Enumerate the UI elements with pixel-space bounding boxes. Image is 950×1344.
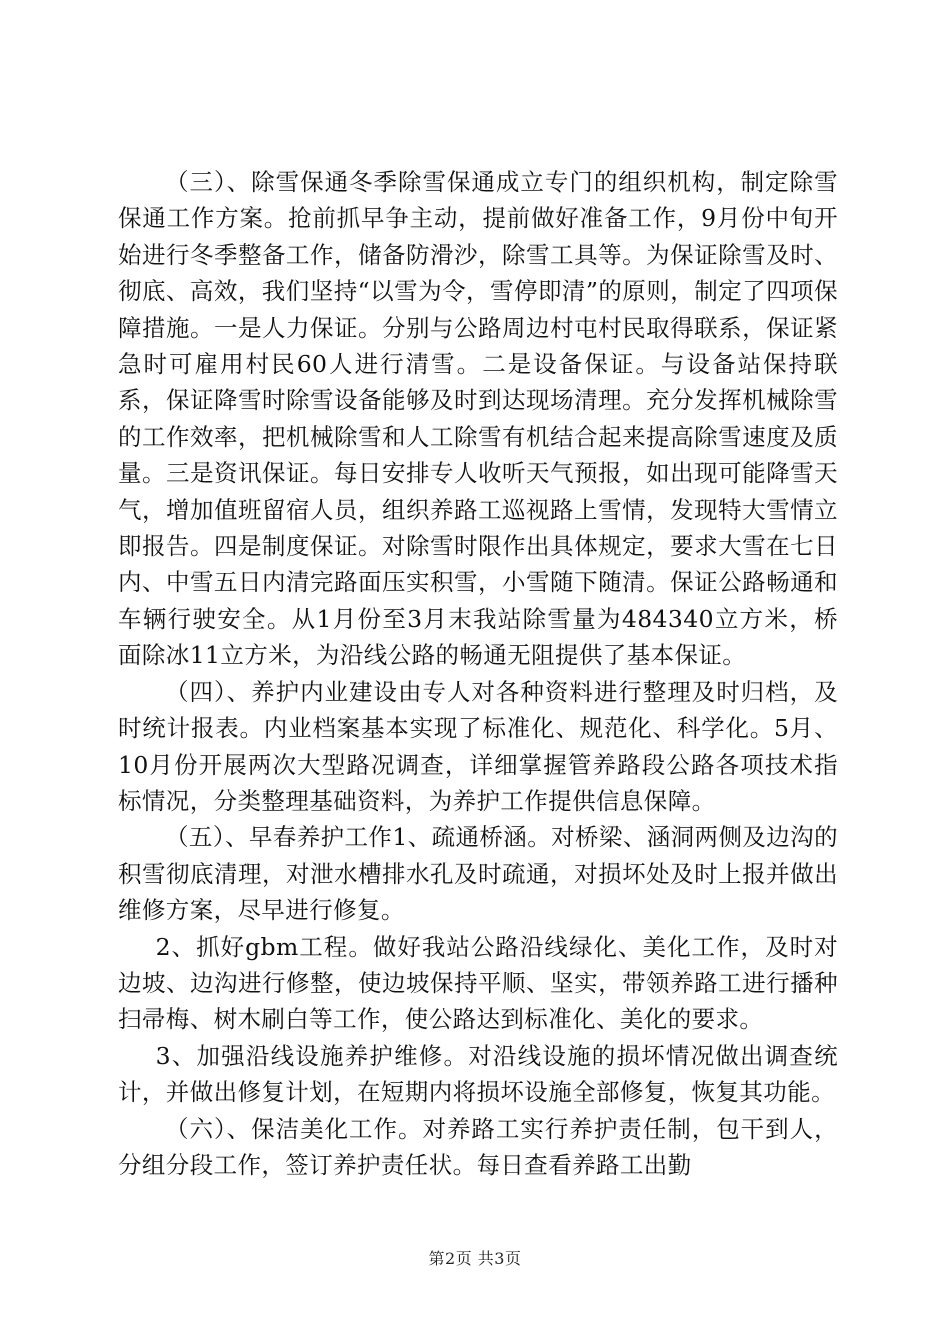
paragraph-spring-maintenance: （五）、早春养护工作1、疏通桥涵。对桥梁、涵洞两侧及边沟的积雪彻底清理，对泄水槽排水孔及时疏通，对损坏处及时上报并做出维修方案，尽早进行修复。 [118,823,838,925]
document-body [118,164,838,1183]
paragraph-facility-repair: 3、加强沿线设施养护维修。对沿线设施的损坏情况做出调查统计，并做出修复计划，在短期内将损坏设施全部修复，恢复其功能。 [118,1041,838,1107]
paragraph-cleaning: （六）、保洁美化工作。对养路工实行养护责任制，包干到人，分组分段工作，签订养护责任状。每日查看养路工出勤 [118,1114,838,1179]
paragraph-internal-records: （四）、养护内业建设由专人对各种资料进行整理及时归档，及时统计报表。内业档案基本实现了标准化、规范化、科学化。5月、10月份开展两次大型路况调查，详细掌握管养路段公路各项技术指标情况，分类整理基础资料，为养护工作提供信息保障。 [118,677,838,815]
paragraph-gbm-project: 2、抓好gbm工程。做好我站公路沿线绿化、美化工作，及时对边坡、边沟进行修整，使边坡保持平顺、坚实，带领养路工进行播种扫帚梅、树木刷白等工作，使公路达到标准化、美化的要求。 [118,932,838,1034]
paragraph-snow-clearing: （三）、除雪保通冬季除雪保通成立专门的组织机构，制定除雪保通工作方案。抢前抓早争主动，提前做好准备工作，9月份中旬开始进行冬季整备工作，储备防滑沙，除雪工具等。为保证除雪及时、彻底、高效，我们坚持“以雪为令，雪停即清”的原则，制定了四项保障措施。一是人力保证。分别与公路周边村屯村民取得联系，保证紧急时可雇用村民60人进行清雪。二是设备保证。与设备站保持联系，保证降雪时除雪设备能够及时到达现场清理。充分发挥机械除雪的工作效率，把机械除雪和人工除雪有机结合起来提高除雪速度及质量。三是资讯保证。每日安排专人收听天气预报，如出现可能降雪天气，增加值班留宿人员，组织养路工巡视路上雪情，发现特大雪情立即报告。四是制度保证。对除雪时限作出具体规定，要求大雪在七日内、中雪五日内清完路面压实积雪，小雪随下随清。保证公路畅通和车辆行驶安全。从1月份至3月末我站除雪量为484340立方米，桥面除冰11立方米，为沿线公路的畅通无阻提供了基本保证。 [118,168,838,670]
page-number-footer: 第2页 共3页 [428,1249,522,1268]
